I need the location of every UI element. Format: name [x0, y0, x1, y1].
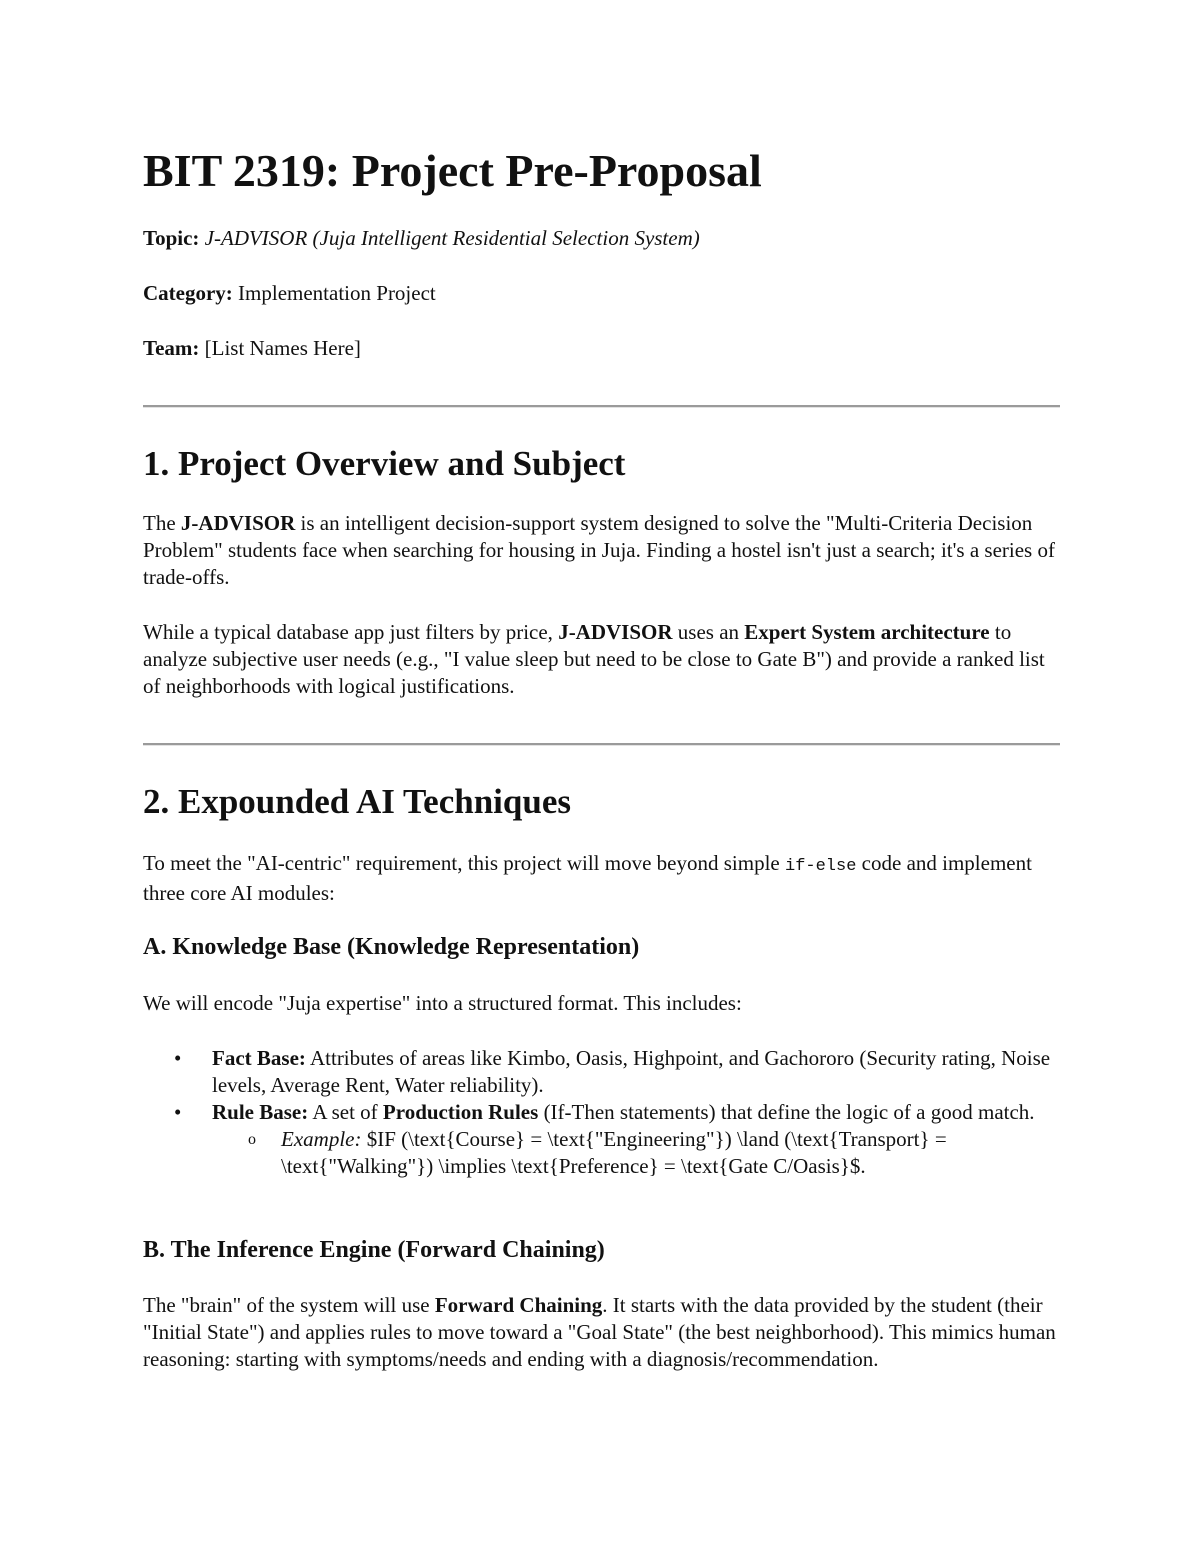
bold-run: Production Rules: [382, 1100, 539, 1124]
bullet-icon: •: [174, 1046, 182, 1070]
team-line: [143, 334, 361, 362]
text-run: To meet the "AI-centric" requirement, this project will move beyond simple: [143, 851, 785, 875]
bold-run: Forward Chaining: [434, 1293, 603, 1317]
text-run: . It starts with the data provided by the student (their "Initial State") and applies rules to move toward a "Goal State" (the best neighborhood). This mimics human reasoning: starting with symptoms/needs and ending with a diagnosis/recommendation.: [143, 1293, 1056, 1371]
text-run: A set of: [308, 1100, 383, 1124]
bold-run: Expert System architecture: [744, 620, 990, 644]
inline-code: if-else: [785, 857, 857, 876]
topic-value: J-ADVISOR (Juja Intelligent Residential Selection System): [204, 226, 700, 250]
overview-paragraph-2: [143, 619, 1060, 700]
text-run: (If-Then statements) that define the logic of a good match.: [538, 1100, 1035, 1124]
category-value: Implementation Project: [238, 281, 436, 305]
list-item-example: [212, 1126, 1060, 1180]
bold-run: J-ADVISOR: [558, 620, 673, 644]
ai-intro-paragraph: [143, 850, 1060, 907]
inference-engine-paragraph: [143, 1292, 1060, 1373]
category-line: [143, 279, 436, 307]
knowledge-base-list: [143, 1045, 1060, 1180]
horizontal-divider: [143, 405, 1060, 408]
italic-run: Example:: [281, 1127, 362, 1151]
section-heading-overview: 1. Project Overview and Subject: [143, 444, 626, 483]
rule-example-list: [212, 1126, 1060, 1180]
overview-paragraph-1: [143, 510, 1060, 591]
text-run: The "brain" of the system will use: [143, 1293, 435, 1317]
topic-label: Topic:: [143, 226, 200, 250]
subheading-knowledge-base: A. Knowledge Base (Knowledge Representation): [143, 934, 640, 960]
circle-bullet-icon: o: [248, 1131, 256, 1148]
text-run: While a typical database app just filters by price,: [143, 620, 559, 644]
subheading-inference-engine: B. The Inference Engine (Forward Chaining): [143, 1237, 605, 1263]
category-label: Category:: [143, 281, 233, 305]
text-run: $IF (\text{Course} = \text{"Engineering"}) \land (\text{Transport} = \text{"Walking"}) \implies \text{Preference} = \text{Gate C/Oasis}$.: [281, 1127, 947, 1178]
list-item-fact-base: [143, 1045, 1060, 1099]
topic-line: [143, 224, 700, 252]
bold-run: Fact Base:: [212, 1046, 306, 1070]
team-label: Team:: [143, 336, 200, 360]
text-run: Attributes of areas like Kimbo, Oasis, Highpoint, and Gachororo (Security rating, Noise levels, Average Rent, Water reliability).: [212, 1046, 1051, 1097]
horizontal-divider: [143, 743, 1060, 746]
text-run: The: [143, 511, 181, 535]
bullet-icon: •: [174, 1100, 182, 1124]
list-item-rule-base: [143, 1099, 1060, 1180]
text-run: is an intelligent decision-support system designed to solve the "Multi-Criteria Decision Problem" students face when searching for housing in Juja. Finding a hostel isn't just a search; it's a series of trade-offs.: [143, 511, 1055, 589]
text-run: uses an: [672, 620, 745, 644]
bold-run: J-ADVISOR: [180, 511, 296, 535]
text-run: code and implement three core AI modules:: [143, 851, 1032, 905]
section-heading-ai-techniques: 2. Expounded AI Techniques: [143, 782, 571, 821]
text-run: to analyze subjective user needs (e.g., "I value sleep but need to be close to Gate B") and provide a ranked list of neighborhoods with logical justifications.: [143, 620, 1045, 698]
page-title: BIT 2319: Project Pre-Proposal: [143, 145, 762, 196]
bold-run: Rule Base:: [212, 1100, 309, 1124]
knowledge-base-intro: We will encode "Juja expertise" into a structured format. This includes:: [143, 991, 742, 1015]
team-value: [List Names Here]: [204, 336, 361, 360]
